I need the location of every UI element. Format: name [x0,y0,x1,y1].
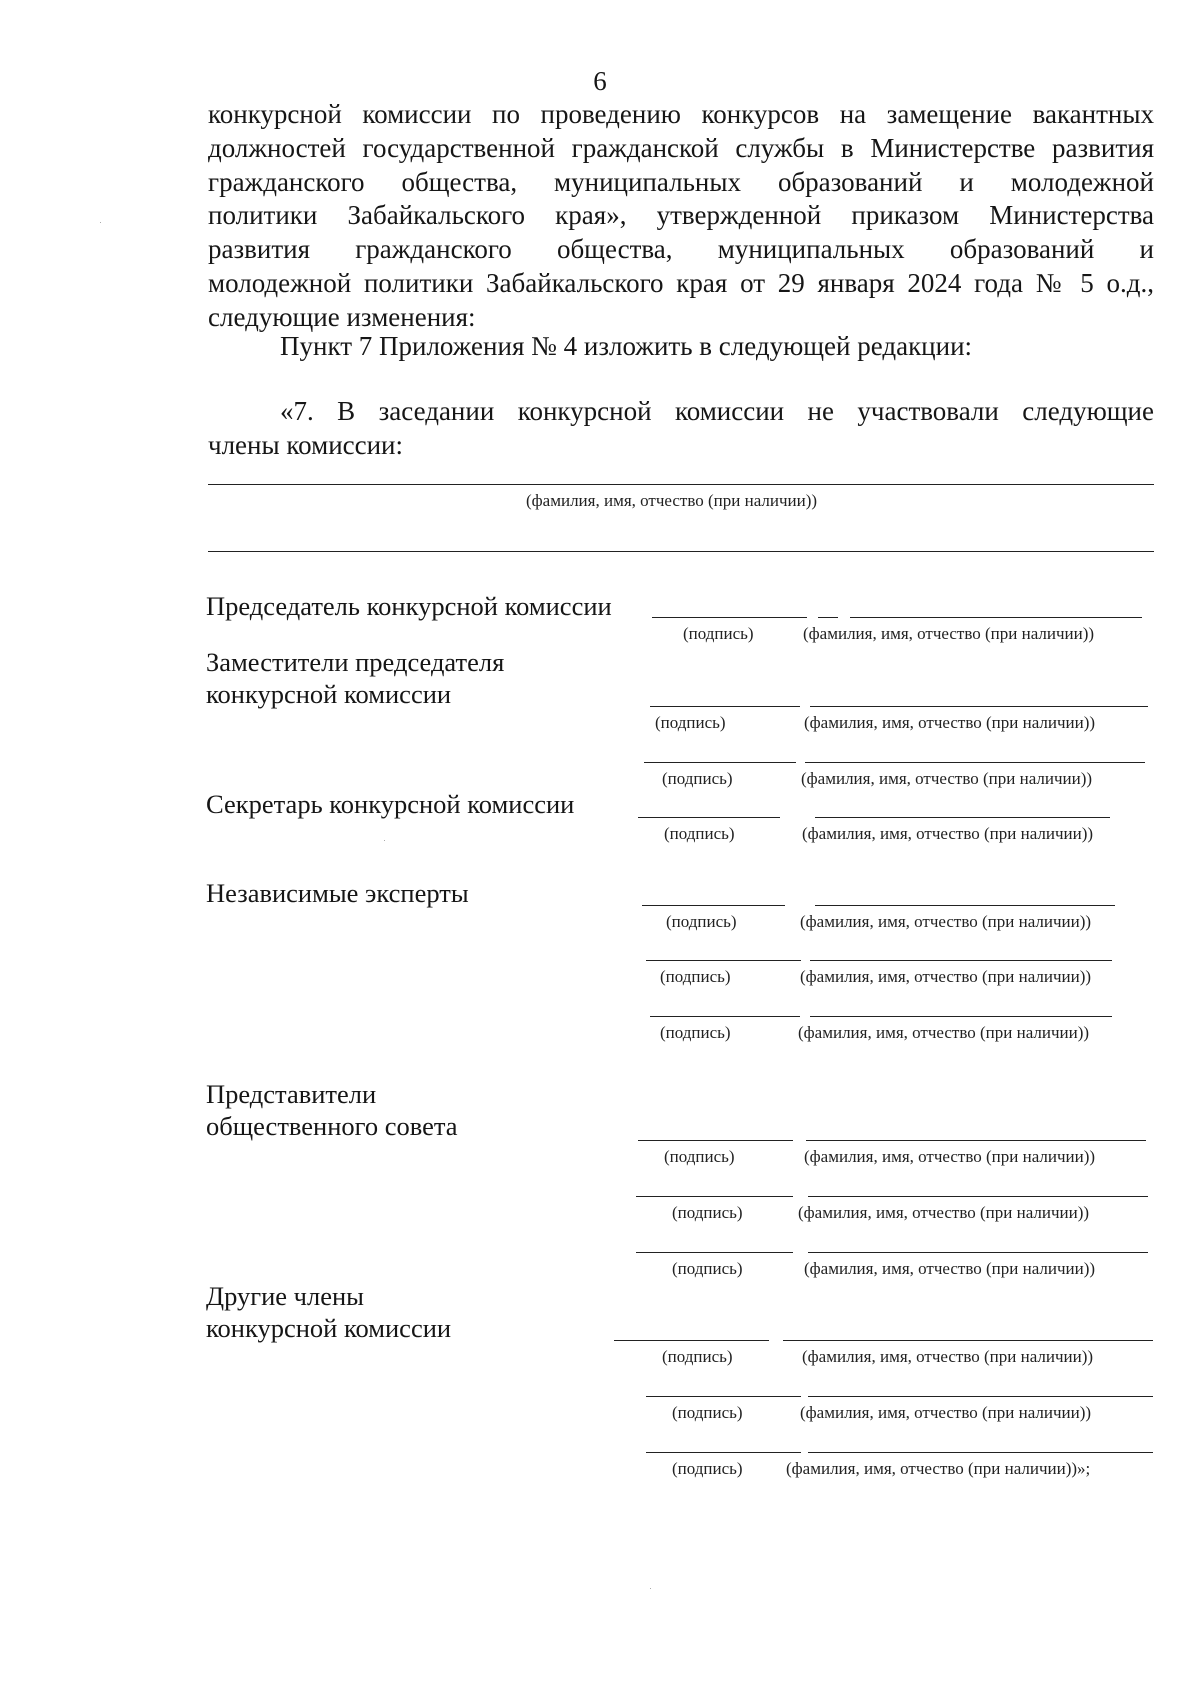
paragraph-line: должностей государственной гражданской службы в Министерстве развития [208,132,1154,163]
name-line [808,1396,1153,1397]
signature-line [644,762,796,763]
name-caption: (фамилия, имя, отчество (при наличии)) [800,1403,1092,1422]
name-caption: (фамилия, имя, отчество (при наличии)) [802,1347,1094,1366]
scan-speck [384,840,385,841]
paragraph-line: развития гражданского общества, муниципальных образований и [208,234,1154,265]
council-label: Представители общественного совета [206,1079,458,1141]
name-caption: (фамилия, имя, отчество (при наличии)) [804,1259,1096,1278]
scan-speck [100,222,101,223]
name-caption: (фамилия, имя, отчество (при наличии)) [803,624,1095,643]
signature-line [650,1016,800,1017]
page-number: 6 [593,66,607,96]
intro-paragraph [208,98,1154,335]
paragraph-line: «7. В заседании конкурсной комиссии не участвовали следующие [280,396,1154,426]
paragraph-line: молодежной политики Забайкальского края от 29 января 2024 года № 5 о.д., [208,267,1154,298]
name-line [808,1252,1148,1253]
name-line [810,1016,1112,1017]
absent-member-caption: (фамилия, имя, отчество (при наличии)) [526,491,818,510]
signature-caption: (подпись) [655,713,726,732]
signature-caption: (подпись) [660,1023,731,1042]
signature-line [646,1396,801,1397]
absent-member-line [208,484,1154,485]
paragraph-line: конкурсной комиссии по проведению конкурсов на замещение вакантных [208,99,1154,129]
deputies-label: Заместители председателя конкурсной комиссии [206,647,505,709]
name-caption: (фамилия, имя, отчество (при наличии)) [804,1147,1096,1166]
signature-line [614,1340,769,1341]
paragraph-line: члены комиссии: [208,429,404,460]
name-line [805,762,1145,763]
signature-line [636,1196,793,1197]
paragraph-line: гражданского общества, муниципальных образований и молодежной [208,166,1154,197]
amendment-line: Пункт 7 Приложения № 4 изложить в следующей редакции: [280,331,973,361]
signature-line [636,1252,793,1253]
name-caption: (фамилия, имя, отчество (при наличии)) [800,912,1092,931]
signature-line [646,960,801,961]
signature-caption: (подпись) [660,967,731,986]
name-line [818,617,838,618]
name-caption: (фамилия, имя, отчество (при наличии)) [800,967,1092,986]
signature-caption: (подпись) [666,912,737,931]
paragraph-line: следующие изменения: [208,301,476,332]
name-line [808,1196,1148,1197]
signature-caption: (подпись) [664,824,735,843]
chairman-label: Председатель конкурсной комиссии [206,591,612,621]
others-label: Другие члены конкурсной комиссии [206,1281,452,1343]
name-line [810,960,1112,961]
name-caption: (фамилия, имя, отчество (при наличии)) [802,824,1094,843]
signature-line [652,617,807,618]
absent-member-line [208,551,1154,552]
signature-caption: (подпись) [672,1459,743,1478]
signature-caption: (подпись) [664,1147,735,1166]
secretary-label: Секретарь конкурсной комиссии [206,789,575,819]
signature-line [642,905,785,906]
name-caption: (фамилия, имя, отчество (при наличии))»; [786,1459,1091,1478]
signature-line [638,1140,793,1141]
signature-caption: (подпись) [662,769,733,788]
paragraph-line: политики Забайкальского края», утвержденной приказом Министерства [208,200,1154,231]
name-line [783,1340,1153,1341]
scan-speck [650,1588,651,1589]
name-caption: (фамилия, имя, отчество (при наличии)) [801,769,1093,788]
name-line [808,1452,1153,1453]
signature-line [638,817,780,818]
name-caption: (фамилия, имя, отчество (при наличии)) [798,1023,1090,1042]
signature-line [650,706,800,707]
name-caption: (фамилия, имя, отчество (при наличии)) [804,713,1096,732]
signature-caption: (подпись) [683,624,754,643]
signature-caption: (подпись) [662,1347,733,1366]
name-line [815,905,1115,906]
name-line [806,1140,1146,1141]
name-line [810,706,1148,707]
signature-caption: (подпись) [672,1203,743,1222]
experts-label: Независимые эксперты [206,878,469,908]
name-line [850,617,1142,618]
name-line [815,817,1110,818]
signature-caption: (подпись) [672,1403,743,1422]
name-caption: (фамилия, имя, отчество (при наличии)) [798,1203,1090,1222]
clause-7-paragraph [208,395,1154,463]
signature-caption: (подпись) [672,1259,743,1278]
signature-line [646,1452,801,1453]
